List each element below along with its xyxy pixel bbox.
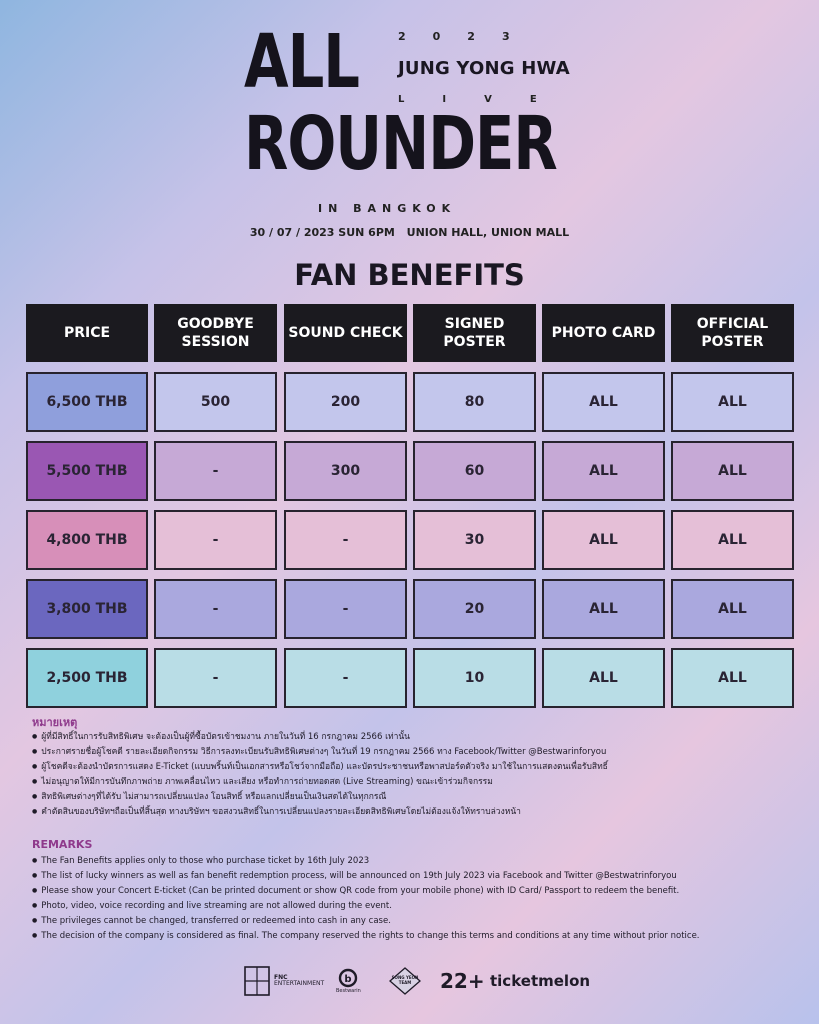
bestwarin-logo (336, 964, 361, 998)
cell-photo-card: ALL (542, 372, 665, 432)
remarks-english-title: REMARKS (32, 838, 93, 851)
cell-official-poster: ALL (671, 510, 794, 570)
cell-goodbye-session: 500 (154, 372, 277, 432)
cell-goodbye-session: - (154, 441, 277, 501)
header-photo-card: PHOTO CARD (542, 304, 665, 362)
team-label: SONG YEON TEAM (391, 975, 419, 985)
cell-sound-check: - (284, 579, 407, 639)
cell-price: 6,500 THB (26, 372, 148, 432)
cell-official-poster: ALL (671, 648, 794, 708)
cell-signed-poster: 20 (413, 579, 536, 639)
remark-item: ● ประกาศรายชื่อผู้โชคดี รายละเอียดกิจกรรม วิธีการลงทะเบียนรับสิทธิพิเศษต่างๆ ในวันที่ 19 กรกฎาคม 2566 ทาง Facebook/Twitter @Bestwarinforyou (32, 744, 608, 759)
cell-goodbye-session: - (154, 510, 277, 570)
cell-goodbye-session: - (154, 579, 277, 639)
remark-item: ● Photo, video, voice recording and live streaming are not allowed during the event. (32, 898, 700, 913)
artist-name: JUNG YONG HWA (398, 58, 570, 79)
cell-official-poster: ALL (671, 441, 794, 501)
bestwarin-icon (338, 968, 358, 988)
year-label: 2023 (398, 30, 537, 43)
cell-goodbye-session: - (154, 648, 277, 708)
remarks-thai-list (32, 729, 608, 819)
remarks-thai-title: หมายเหตุ (32, 716, 78, 729)
title-line-all: ALL (244, 20, 359, 106)
event-venue: UNION HALL, UNION MALL (406, 226, 570, 239)
fan-benefits-title: FAN BENEFITS (294, 258, 525, 292)
cell-photo-card: ALL (542, 441, 665, 501)
cell-signed-poster: 80 (413, 372, 536, 432)
remark-item: ● สิทธิพิเศษต่างๆที่ได้รับ ไม่สามารถเปลี่ยนแปลง โอนสิทธิ์ หรือแลกเปลี่ยนเป็นเงินสดได้ในทุกกรณี (32, 789, 608, 804)
cell-signed-poster: 60 (413, 441, 536, 501)
remark-item: ● The Fan Benefits applies only to those who purchase ticket by 16th July 2023 (32, 853, 700, 868)
cell-sound-check: 300 (284, 441, 407, 501)
cell-photo-card: ALL (542, 510, 665, 570)
cell-price: 4,800 THB (26, 510, 148, 570)
cell-sound-check: - (284, 510, 407, 570)
age-22-badge: 22+ (440, 969, 485, 993)
remark-item: ● คำตัดสินของบริษัทฯถือเป็นที่สิ้นสุด ทางบริษัทฯ ขอสงวนสิทธิ์ในการเปลี่ยนแปลงรายละเอียดสิทธิพิเศษโดยไม่ต้องแจ้งให้ทราบล่วงหน้า (32, 804, 608, 819)
fnc-logo (244, 964, 324, 998)
event-date: 30 / 07 / 2023 SUN 6PM (249, 226, 395, 239)
cell-sound-check: - (284, 648, 407, 708)
live-label: LIVE (398, 94, 575, 105)
remark-item: ● ผู้ที่มีสิทธิ์ในการรับสิทธิพิเศษ จะต้องเป็นผู้ที่ซื้อบัตรเข้าชมงาน ภายในวันที่ 16 กรกฎาคม 2566 เท่านั้น (32, 729, 608, 744)
song-yeon-team-logo (388, 964, 422, 998)
header-goodbye-session: GOODBYE SESSION (154, 304, 277, 362)
header-sound-check: SOUND CHECK (284, 304, 407, 362)
cell-sound-check: 200 (284, 372, 407, 432)
cell-photo-card: ALL (542, 648, 665, 708)
ticketmelon-logo: ticketmelon (490, 972, 591, 990)
cell-price: 3,800 THB (26, 579, 148, 639)
bestwarin-label: Bestwarin (336, 988, 361, 994)
remark-item: ● Please show your Concert E-ticket (Can be printed document or show QR code from your mobile phone) with ID Card/ Passport to redeem the benefit. (32, 883, 700, 898)
remark-item: ● The privileges cannot be changed, transferred or redeemed into cash in any case. (32, 913, 700, 928)
header-signed-poster: SIGNED POSTER (413, 304, 536, 362)
header-price: PRICE (26, 304, 148, 362)
remark-item: ● The list of lucky winners as well as fan benefit redemption process, will be announced on 19th July 2023 via Facebook and Twitter @Bestwatrinforyou (32, 868, 700, 883)
title-line-rounder: ROUNDER (244, 102, 557, 188)
sponsor-logos (0, 964, 819, 998)
remark-item: ● ไม่อนุญาตให้มีการบันทึกภาพถ่าย ภาพเคลื่อนไหว และเสียง หรือทำการถ่ายทอดสด (Live Streaming) ขณะเข้าร่วมกิจกรรม (32, 774, 608, 789)
cell-official-poster: ALL (671, 579, 794, 639)
cell-signed-poster: 30 (413, 510, 536, 570)
cell-price: 5,500 THB (26, 441, 148, 501)
cell-price: 2,500 THB (26, 648, 148, 708)
city-label: IN BANGKOK (318, 202, 457, 215)
fnc-label: ENTERTAINMENT (274, 980, 325, 987)
event-dateline (0, 226, 819, 239)
cell-signed-poster: 10 (413, 648, 536, 708)
svg-text:b: b (344, 974, 353, 985)
fnc-mark-text: FNC (274, 974, 288, 981)
remarks-english-list (32, 853, 700, 943)
remark-item: ● The decision of the company is considered as final. The company reserved the rights to change this terms and conditions at any time without prior notice. (32, 928, 700, 943)
remark-item: ● ผู้โชคดีจะต้องนำบัตรการแสดง E-Ticket (แบบพริ้นท์เป็นเอกสารหรือโชว์จากมือถือ) และบัตรประชาชนหรือพาสปอร์ตตัวจริง มาใช้ในการแสดงตนเพื่อรับสิทธิ์ (32, 759, 608, 774)
cell-official-poster: ALL (671, 372, 794, 432)
fnc-mark-icon (244, 966, 270, 996)
header-official-poster: OFFICIAL POSTER (671, 304, 794, 362)
cell-photo-card: ALL (542, 579, 665, 639)
